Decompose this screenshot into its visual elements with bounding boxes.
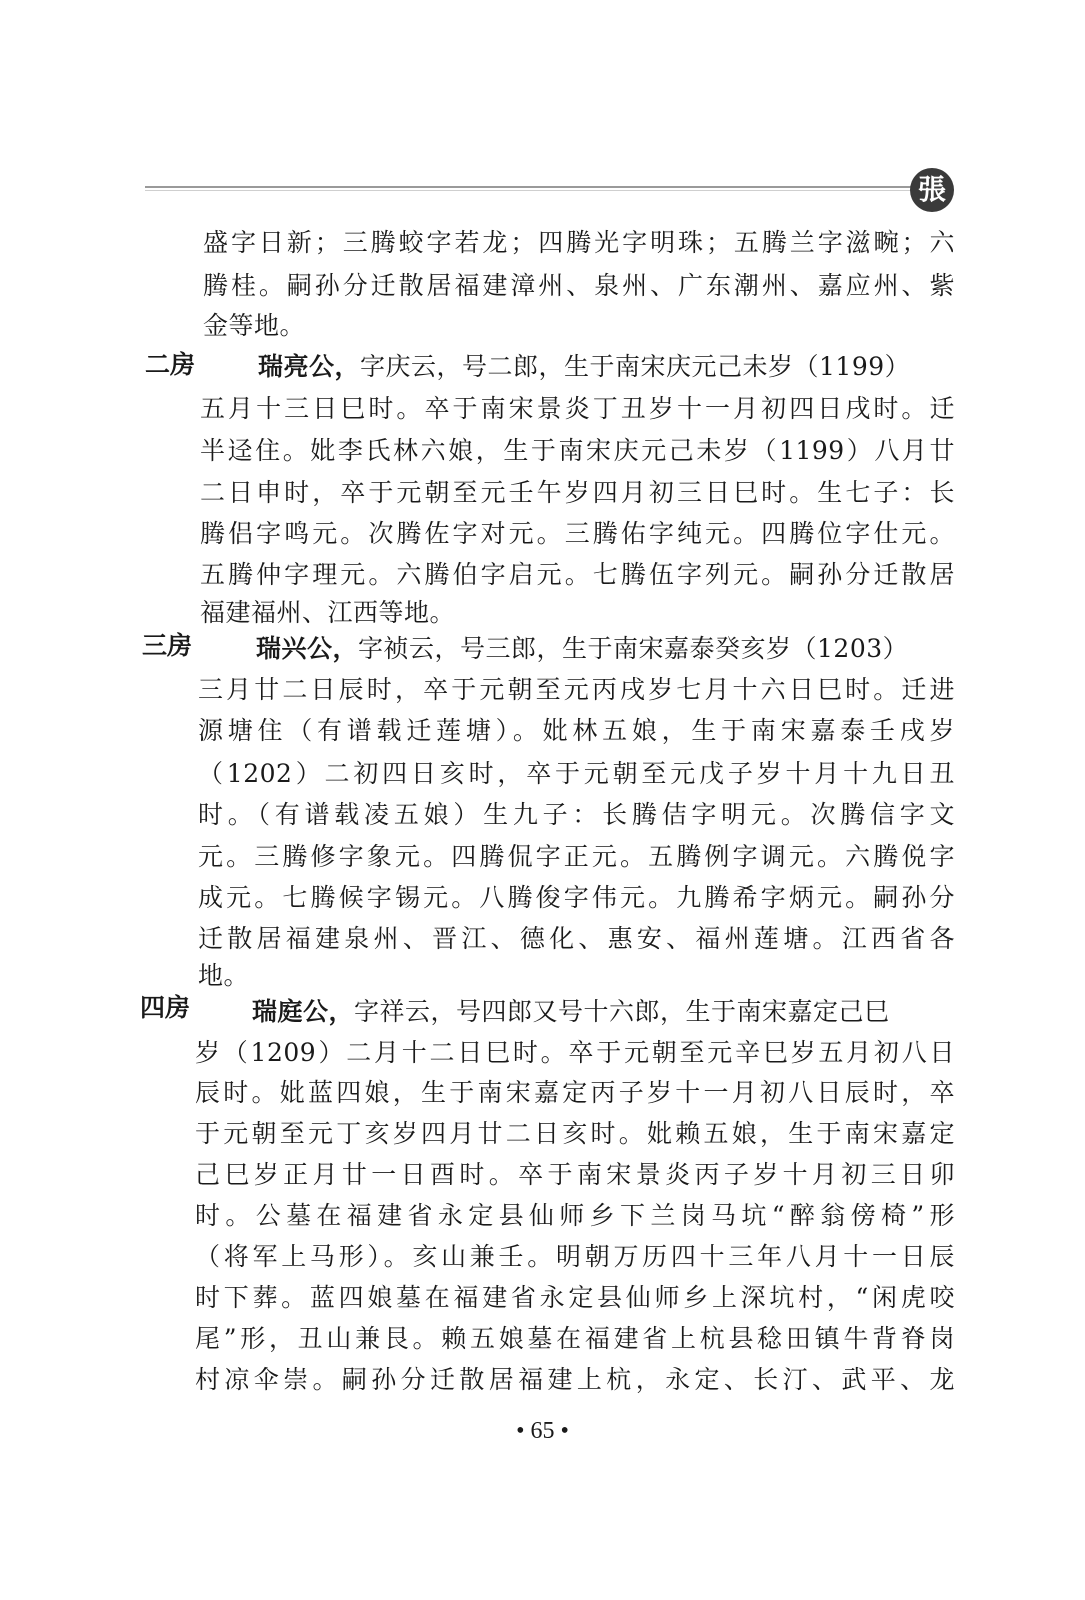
text-line: 福建福州、江西等地。 xyxy=(200,598,456,627)
text-line: 半迳住。妣李氏林六娘，生于南宋庆元己未岁（1199）八月廿 xyxy=(200,436,955,465)
text-line: （1202）二初四日亥时，卒于元朝至元戊子岁十月十九日丑 xyxy=(198,759,955,788)
text-line: 辰时。妣蓝四娘，生于南宋嘉定丙子岁十一月初八日辰时，卒 xyxy=(195,1078,955,1107)
text-line: 迁散居福建泉州、晋江、德化、惠安、福州莲塘。江西省各 xyxy=(198,924,955,953)
ancestor-name: 瑞庭公， xyxy=(252,997,355,1026)
text-line: 岁（1209）二月十二日巳时。卒于元朝至元辛巳岁五月初八日 xyxy=(195,1038,955,1067)
section-first-line: 瑞兴公，字祯云，号三郎，生于南宋嘉泰癸亥岁（1203） xyxy=(256,634,909,663)
text-line: 腾侣字鸣元。次腾佐字对元。三腾佑字纯元。四腾位字仕元。 xyxy=(200,519,955,548)
section-label: 四房 xyxy=(140,993,191,1022)
text-line: 五腾仲字理元。六腾伯字启元。七腾伍字列元。嗣孙分迁散居 xyxy=(200,560,955,589)
section-label: 三房 xyxy=(142,631,193,660)
text-line: （将军上马形）。亥山兼壬。明朝万历四十三年八月十一日辰 xyxy=(195,1242,955,1271)
text-line: 时下葬。蓝四娘墓在福建省永定县仙师乡上深坑村，“闲虎咬 xyxy=(195,1283,955,1312)
section-label: 二房 xyxy=(145,350,196,379)
text-line: 金等地。 xyxy=(203,311,306,340)
text-line: 三月廿二日辰时，卒于元朝至元丙戌岁七月十六日巳时。迁进 xyxy=(198,675,955,704)
header-rule-thin xyxy=(145,190,915,191)
text-line: 己巳岁正月廿一日酉时。卒于南宋景炎丙子岁十月初三日卯 xyxy=(195,1160,955,1189)
header-rule xyxy=(145,186,915,188)
text-line: 尾”形，丑山兼艮。赖五娘墓在福建省上杭县稔田镇牛背脊岗 xyxy=(195,1324,955,1353)
section-first-line: 瑞庭公，字祥云，号四郎又号十六郎，生于南宋嘉定己巳 xyxy=(252,997,890,1026)
text-line: 盛字日新；三腾蛟字若龙；四腾光字明珠；五腾兰字滋畹；六 xyxy=(203,228,955,257)
text-line: 于元朝至元丁亥岁四月廿二日亥时。妣赖五娘，生于南宋嘉定 xyxy=(195,1119,955,1148)
text-line: 二日申时，卒于元朝至元壬午岁四月初三日巳时。生七子：长 xyxy=(200,478,955,507)
text-line: 地。 xyxy=(198,961,250,990)
text-line: 成元。七腾候字锡元。八腾俊字伟元。九腾希字炳元。嗣孙分 xyxy=(198,883,955,912)
page-number: • 65 • xyxy=(516,1418,569,1444)
zhang-seal-logo: 張 xyxy=(910,168,954,212)
text-line: 腾桂。嗣孙分迁散居福建漳州、泉州、广东潮州、嘉应州、紫 xyxy=(203,271,955,300)
ancestor-name: 瑞亮公， xyxy=(258,352,361,381)
text-line: 五月十三日巳时。卒于南宋景炎丁丑岁十一月初四日戌时。迁 xyxy=(200,394,955,423)
section-first-line: 瑞亮公，字庆云，号二郎，生于南宋庆元己未岁（1199） xyxy=(258,352,911,381)
text-line: 源塘住（有谱载迁莲塘）。妣林五娘，生于南宋嘉泰壬戌岁 xyxy=(198,716,955,745)
text-line: 元。三腾修字象元。四腾侃字正元。五腾例字调元。六腾侻字 xyxy=(198,842,955,871)
text-line: 村凉伞崇。嗣孙分迁散居福建上杭，永定、长汀、武平、龙 xyxy=(195,1365,955,1394)
text-line: 时。公墓在福建省永定县仙师乡下兰岗马坑“醉翁傍椅”形 xyxy=(195,1201,955,1230)
ancestor-name: 瑞兴公， xyxy=(256,634,359,663)
text-line: 时。（有谱载凌五娘）生九子：长腾佶字明元。次腾信字文 xyxy=(198,800,955,829)
